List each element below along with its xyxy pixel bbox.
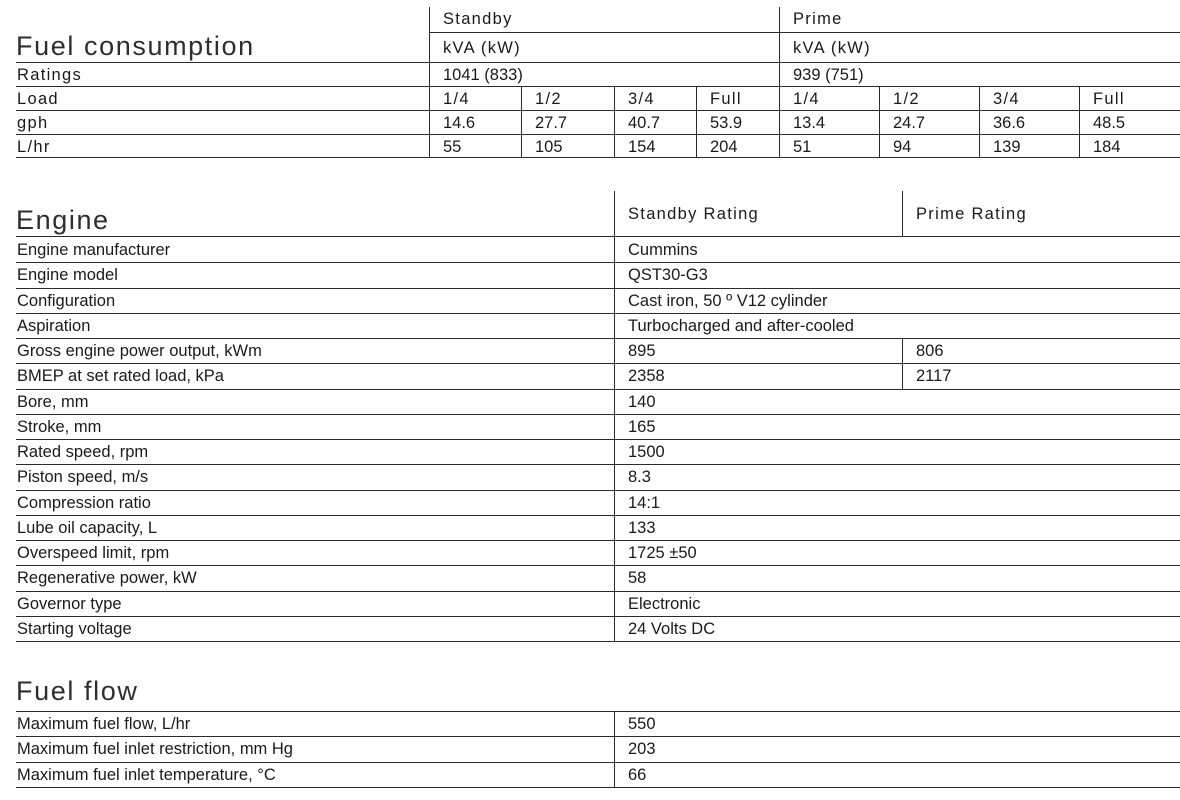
row-label: Stroke, mm (17, 417, 102, 436)
row-label: Configuration (17, 291, 116, 310)
lhr-cell: 55 (443, 138, 462, 156)
load-cell: Full (1093, 90, 1125, 108)
row-value: 2358 (628, 367, 665, 386)
row-rule (16, 490, 1180, 491)
row-value: Electronic (628, 594, 701, 613)
lhr-cell: 139 (993, 138, 1021, 156)
row-value: 203 (628, 740, 656, 759)
row-label: Engine model (17, 266, 118, 285)
fuel-flow-divider (614, 711, 615, 787)
row-label: Lube oil capacity, L (17, 518, 158, 537)
fc-rule (16, 157, 1180, 158)
fuel-flow-title: Fuel flow (16, 676, 139, 706)
row-value: 14:1 (628, 493, 661, 512)
load-cell: 3/4 (628, 90, 655, 108)
prime-unit: kVA (kW) (793, 39, 871, 57)
gph-cell: 40.7 (628, 114, 661, 132)
row-rule (16, 641, 1180, 642)
row-rule (16, 439, 1180, 440)
load-cell: 3/4 (993, 90, 1020, 108)
row-value: Turbocharged and after-cooled (628, 316, 854, 335)
prime-header: Prime (793, 10, 843, 28)
row-label: Regenerative power, kW (17, 569, 197, 588)
load-cell: Full (710, 90, 742, 108)
gph-cell: 14.6 (443, 114, 476, 132)
engine-divider-prime-header (902, 191, 903, 237)
standby-unit: kVA (kW) (443, 39, 521, 57)
fc-divider (521, 87, 522, 158)
lhr-label: L/hr (17, 138, 51, 156)
row-prime-value: 806 (916, 342, 944, 360)
row-label: Maximum fuel inlet restriction, mm Hg (17, 740, 293, 759)
engine-divider (614, 191, 615, 641)
fc-rule (429, 32, 1180, 33)
row-label: Maximum fuel inlet temperature, °C (17, 765, 276, 784)
fc-divider (879, 87, 880, 158)
gph-cell: 27.7 (535, 114, 568, 132)
gph-cell: 36.6 (993, 114, 1026, 132)
fc-divider (614, 87, 615, 158)
row-rule (16, 464, 1180, 465)
gph-label: gph (17, 114, 49, 132)
load-cell: 1/2 (535, 90, 562, 108)
row-value: 1725 ±50 (628, 544, 697, 562)
row-value: 24 Volts DC (628, 619, 716, 638)
fc-rule (16, 86, 1180, 87)
row-rule (16, 338, 1180, 339)
load-label: Load (17, 90, 59, 108)
row-label: Governor type (17, 594, 122, 613)
row-value: 140 (628, 392, 656, 411)
rating-standby: 1041 (833) (443, 66, 523, 84)
fc-rule (16, 110, 1180, 111)
row-label: Aspiration (17, 316, 91, 335)
gph-cell: 13.4 (793, 114, 826, 132)
row-value: 8.3 (628, 468, 651, 487)
prime-rating-header: Prime Rating (916, 205, 1027, 223)
row-rule (16, 414, 1180, 415)
row-rule (16, 736, 1180, 737)
row-label: Rated speed, rpm (17, 443, 149, 461)
row-rule (16, 787, 1180, 788)
fc-divider (696, 87, 697, 158)
row-label: Piston speed, m/s (17, 468, 149, 487)
gph-cell: 53.9 (710, 114, 743, 132)
row-rule (16, 363, 1180, 364)
fuel-flow-rule (16, 711, 1180, 712)
standby-rating-header: Standby Rating (628, 205, 760, 223)
row-value: 66 (628, 765, 647, 784)
row-rule (16, 616, 1180, 617)
fc-divider-label (429, 7, 430, 158)
row-rule (16, 389, 1180, 390)
row-rule (16, 288, 1180, 289)
ratings-label: Ratings (17, 66, 83, 84)
row-value: 165 (628, 417, 656, 436)
row-value: 550 (628, 715, 656, 733)
row-rule (16, 540, 1180, 541)
gph-cell: 48.5 (1093, 114, 1126, 132)
row-value: 133 (628, 518, 656, 537)
lhr-cell: 184 (1093, 138, 1121, 156)
lhr-cell: 94 (893, 138, 912, 156)
row-value: Cummins (628, 241, 698, 259)
load-cell: 1/4 (793, 90, 820, 108)
fc-rule (16, 134, 1180, 135)
row-rule (16, 515, 1180, 516)
engine-rule (16, 236, 1180, 237)
lhr-cell: 154 (628, 138, 656, 156)
row-value: 58 (628, 569, 647, 588)
fc-divider (1079, 87, 1080, 158)
row-label: Gross engine power output, kWm (17, 342, 262, 360)
row-label: Overspeed limit, rpm (17, 544, 170, 562)
row-label: Maximum fuel flow, L/hr (17, 715, 191, 733)
lhr-cell: 204 (710, 138, 738, 156)
row-rule (16, 313, 1180, 314)
row-value: Cast iron, 50 º V12 cylinder (628, 291, 828, 310)
lhr-cell: 51 (793, 138, 812, 156)
row-rule (16, 591, 1180, 592)
fuel-consumption-title: Fuel consumption (16, 31, 255, 61)
fc-divider (979, 87, 980, 158)
lhr-cell: 105 (535, 138, 563, 156)
fc-divider-prime (779, 7, 780, 158)
rating-prime: 939 (751) (793, 66, 864, 84)
row-label: Compression ratio (17, 493, 151, 512)
row-value: QST30-G3 (628, 266, 708, 285)
engine-title: Engine (16, 205, 110, 235)
fc-rule (16, 62, 1180, 63)
row-rule (16, 762, 1180, 763)
row-label: Bore, mm (17, 392, 89, 411)
load-cell: 1/4 (443, 90, 470, 108)
gph-cell: 24.7 (893, 114, 926, 132)
row-value: 895 (628, 342, 656, 360)
load-cell: 1/2 (893, 90, 920, 108)
row-label: Engine manufacturer (17, 241, 171, 259)
row-label: BMEP at set rated load, kPa (17, 367, 224, 386)
row-label: Starting voltage (17, 619, 132, 638)
row-prime-value: 2117 (916, 367, 952, 386)
row-rule (16, 565, 1180, 566)
row-value: 1500 (628, 443, 665, 461)
standby-header: Standby (443, 10, 513, 28)
row-rule (16, 262, 1180, 263)
